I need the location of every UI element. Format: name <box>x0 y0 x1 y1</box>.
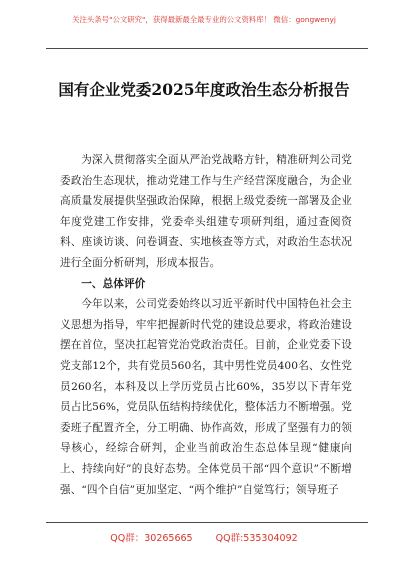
intro-paragraph: 为深入贯彻落实全面从严治党战略方针，精准研判公司党委政治生态现状，推动党建工作与生产经营深度融合，为企业高质量发展提供坚强政治保障，根据上级党委统一部署及企业年度党建工作安排，党委牵头组建专项研判组，通过查阅资料、座谈访谈、问卷调查、实地核查等方式，对政治生态状况进行全面分析研判，形成本报告。 <box>60 154 352 269</box>
section-heading-overall-evaluation: 一、总体评价 <box>81 277 146 290</box>
footer-qq-group-1: QQ群：30265665 <box>110 533 193 544</box>
footer-qq-group-2: QQ群:535304092 <box>215 533 298 544</box>
header-divider <box>46 48 368 49</box>
header-banner: 关注头条号"公文研究"，获得最新最全最专业的公文资料库！ 微信：gongwenyj <box>72 15 336 24</box>
document-body <box>60 150 352 500</box>
section-paragraph: 今年以来，公司党委始终以习近平新时代中国特色社会主义思想为指导，牢牢把握新时代党的建设总要求，将政治建设摆在首位，坚决扛起管党治党政治责任。目前，企业党委下设党支部12个，共有党员560名，其中男性党员400名、女性党员260名，本科及以上学历党员占比60%，35岁以下青年党员占比56%，党员队伍结构持续优化，整体活力不断增强。党委班子配置齐全，分工明确、协作高效，形成了坚强有力的领导核心，经综合研判，企业当前政治生态总体呈现“健康向上、持续向好”的良好态势。全体党员干部“四个意识”不断增强、“四个自信”更加坚定、“两个维护”自觉笃行；领导班子 <box>60 298 352 496</box>
document-title: 国有企业党委2025年度政治生态分析报告 <box>58 80 350 99</box>
footer <box>0 530 408 544</box>
footer-divider <box>46 522 368 523</box>
